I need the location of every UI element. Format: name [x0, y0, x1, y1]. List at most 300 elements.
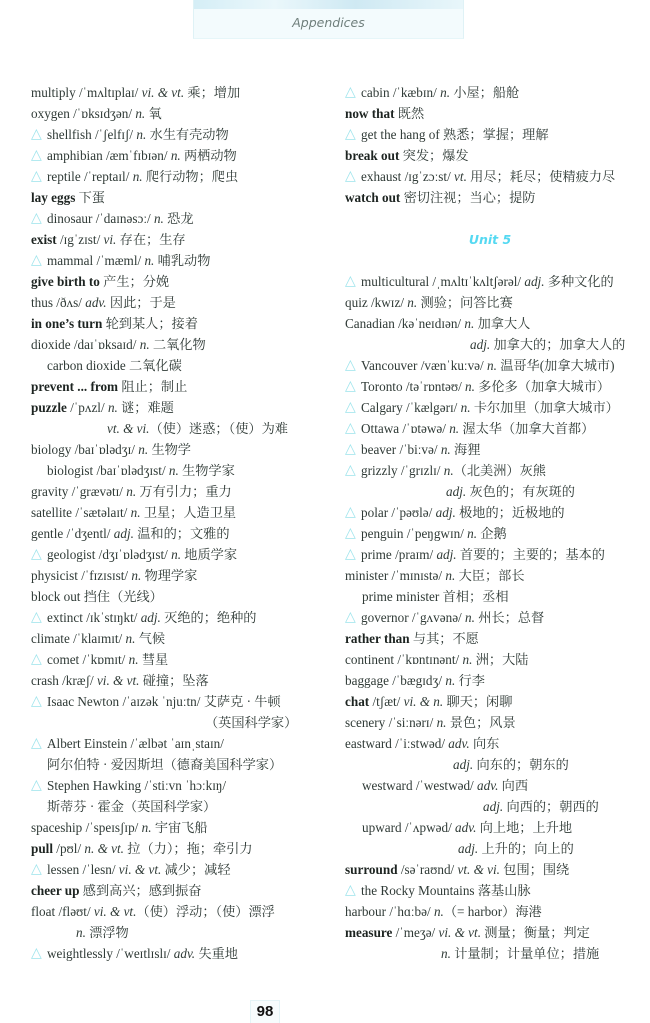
entry-headword: Albert Einstein — [47, 736, 128, 751]
entry-definition: 密切注视；当心；提防 — [400, 190, 536, 205]
entry-phonetic: /æmˈfɪbɪən/ — [102, 148, 171, 163]
entry-headword: Canadian — [345, 316, 395, 331]
entry-text — [47, 169, 238, 184]
entry-definition: 极地的；近极地的 — [455, 505, 565, 520]
triangle-marker-icon: △ — [31, 609, 42, 625]
entry-headword: reptile — [47, 169, 81, 184]
entry-phonetic: /ˈpʌzl/ — [66, 400, 108, 415]
entry-definition: 下蛋 — [75, 190, 105, 205]
entry-definition: 生物学家 — [178, 463, 235, 478]
triangle-marker-icon: △ — [31, 945, 42, 961]
triangle-marker-icon: △ — [345, 357, 356, 373]
entry-definition: 渥太华（加拿大首都） — [459, 421, 595, 436]
glossary-entry — [31, 607, 256, 628]
entry-part-of-speech: vi. & vt. — [118, 862, 162, 877]
glossary-entry — [345, 880, 531, 901]
glossary-entry — [345, 82, 519, 103]
entry-definition: 哺乳动物 — [154, 253, 211, 268]
glossary-entry — [31, 775, 226, 796]
entry-definition: 物理学家 — [141, 568, 198, 583]
entry-definition: 万有引力；重力 — [136, 484, 232, 499]
entry-part-of-speech: n. — [126, 484, 137, 499]
entry-text — [31, 589, 163, 604]
entry-phonetic: /kræʃ/ — [58, 673, 97, 688]
entry-text — [361, 127, 549, 142]
triangle-marker-icon: △ — [345, 378, 356, 394]
entry-phonetic: /ˈgrævətɪ/ — [68, 484, 127, 499]
entry-definition: 首相；丞相 — [439, 589, 509, 604]
triangle-marker-icon: △ — [31, 777, 42, 793]
glossary-entry — [345, 859, 569, 880]
entry-text — [361, 883, 531, 898]
entry-part-of-speech: n. — [445, 568, 456, 583]
entry-definition: 宇宙飞船 — [151, 820, 208, 835]
entry-text — [47, 463, 235, 478]
entry-part-of-speech: n. — [462, 652, 473, 667]
entry-phonetic: /ˈweɪtlɪslɪ/ — [112, 946, 174, 961]
glossary-entry — [345, 460, 546, 481]
entry-phonetic: /səˈraʊnd/ — [397, 862, 458, 877]
entry-text — [31, 841, 253, 856]
entry-phonetic: /kwɪz/ — [367, 295, 408, 310]
entry-phonetic: /ˈsætəlaɪt/ — [72, 505, 131, 520]
triangle-marker-icon: △ — [31, 252, 42, 268]
entry-phonetic: /ˈbægɪdʒ/ — [388, 673, 446, 688]
entry-text — [345, 190, 536, 205]
entry-part-of-speech: adv. — [173, 946, 196, 961]
entry-part-of-speech: n. — [464, 316, 475, 331]
entry-text — [31, 526, 230, 541]
entry-text — [345, 148, 469, 163]
entry-phonetic: /ˈʃelfɪʃ/ — [91, 127, 137, 142]
glossary-entry — [345, 796, 599, 817]
entry-text — [31, 484, 232, 499]
glossary-entry — [31, 901, 275, 922]
entry-headword: Isaac Newton — [47, 694, 120, 709]
entry-text — [31, 820, 208, 835]
entry-definition: （= harbor）海港 — [443, 904, 542, 919]
entry-headword: Calgary — [361, 400, 403, 415]
glossary-entry — [31, 145, 237, 166]
entry-definition: 阿尔伯特 · 爱因斯坦（德裔美国科学家） — [47, 757, 283, 772]
entry-text — [345, 862, 569, 877]
triangle-marker-icon: △ — [31, 693, 42, 709]
entry-text — [47, 358, 182, 373]
entry-headword: gravity — [31, 484, 69, 499]
entry-definition: 恐龙 — [163, 211, 194, 226]
entry-part-of-speech: n. — [487, 358, 497, 373]
entry-text — [345, 106, 424, 121]
entry-headword: governor — [361, 610, 409, 625]
entry-text — [31, 85, 240, 100]
glossary-entry — [31, 523, 230, 544]
glossary-entry — [345, 838, 574, 859]
entry-phonetic: /ˈkælgərɪ/ — [402, 400, 461, 415]
entry-definition: 灭绝的；绝种的 — [160, 610, 257, 625]
entry-part-of-speech: vi. & vt. — [141, 85, 185, 100]
entry-text — [441, 946, 599, 961]
entry-text — [31, 505, 236, 520]
entry-definition: （英国科学家） — [205, 715, 298, 730]
entry-headword: break out — [345, 148, 400, 163]
entry-headword: beaver — [361, 442, 397, 457]
glossary-entry — [31, 229, 186, 250]
entry-part-of-speech: n. — [144, 253, 155, 268]
entry-headword: spaceship — [31, 820, 83, 835]
entry-headword: cheer up — [31, 883, 80, 898]
entry-part-of-speech: adj. — [436, 547, 457, 562]
entry-part-of-speech: n. — [132, 169, 143, 184]
glossary-entry — [345, 334, 625, 355]
entry-phonetic: /ðʌs/ — [52, 295, 86, 310]
entry-text — [47, 652, 168, 667]
triangle-marker-icon: △ — [345, 84, 356, 100]
entry-text — [361, 85, 519, 100]
glossary-entry — [31, 859, 231, 880]
entry-definition: 小屋；船舱 — [450, 85, 520, 100]
triangle-marker-icon: △ — [345, 168, 356, 184]
entry-part-of-speech: n. — [107, 400, 118, 415]
entry-part-of-speech: n. — [131, 568, 142, 583]
entry-text — [361, 169, 615, 184]
entry-headword: in one’s turn — [31, 316, 103, 331]
entry-headword: dinosaur — [47, 211, 93, 226]
glossary-entry — [345, 817, 572, 838]
entry-headword: exist — [31, 232, 57, 247]
entry-definition: 上升的；向上的 — [478, 841, 574, 856]
entry-text — [362, 778, 528, 793]
triangle-marker-icon: △ — [345, 420, 356, 436]
entry-definition: 既然 — [394, 106, 425, 121]
entry-phonetic: /təˈrɒntəʊ/ — [402, 379, 466, 394]
glossary-entry — [345, 523, 507, 544]
entry-phonetic: /ˈwestwəd/ — [412, 778, 478, 793]
glossary-entry — [31, 565, 197, 586]
entry-definition: 熟悉；掌握；理解 — [439, 127, 549, 142]
entry-definition: 行李 — [455, 673, 485, 688]
entry-part-of-speech: n. — [407, 295, 418, 310]
entry-headword: Vancouver — [361, 358, 418, 373]
glossary-entry — [345, 754, 569, 775]
triangle-marker-icon: △ — [345, 609, 356, 625]
entry-definition: 斯蒂芬 · 霍金（英国科学家） — [47, 799, 217, 814]
triangle-marker-icon: △ — [31, 861, 42, 877]
glossary-entry — [345, 586, 509, 607]
triangle-marker-icon: △ — [31, 546, 42, 562]
entry-definition: （使）迷惑；（使）为难 — [149, 421, 288, 436]
entry-definition: 向东 — [469, 736, 500, 751]
unit-heading: Unit 5 — [468, 232, 512, 247]
page-header — [193, 0, 464, 39]
entry-definition: 向西 — [498, 778, 529, 793]
entry-headword: pull — [31, 841, 53, 856]
entry-definition: 气候 — [135, 631, 166, 646]
glossary-entry — [345, 649, 528, 670]
triangle-marker-icon: △ — [31, 651, 42, 667]
glossary-entry — [345, 439, 480, 460]
entry-headword: polar — [361, 505, 389, 520]
entry-phonetic: /ˈbiːvə/ — [396, 442, 441, 457]
entry-text — [47, 799, 216, 814]
entry-phonetic: /ˈlesn/ — [79, 862, 119, 877]
entry-text — [345, 694, 512, 709]
entry-definition: （北美洲）灰熊 — [453, 463, 546, 478]
entry-phonetic: /ˈɒksɪdʒən/ — [69, 106, 136, 121]
entry-part-of-speech: adv. — [455, 820, 477, 835]
entry-phonetic: /daɪˈɒksaɪd/ — [70, 337, 140, 352]
entry-part-of-speech: n. — [436, 715, 447, 730]
glossary-entry — [345, 145, 469, 166]
entry-definition: 洲；大陆 — [472, 652, 529, 667]
entry-text — [31, 232, 186, 247]
entry-part-of-speech: n. — [76, 925, 86, 940]
glossary-entry — [31, 418, 288, 439]
entry-text — [31, 631, 165, 646]
entry-headword: dioxide — [31, 337, 71, 352]
glossary-entry — [31, 586, 163, 607]
entry-definition: 测验；问答比赛 — [417, 295, 513, 310]
entry-text — [345, 652, 528, 667]
entry-phonetic: /ˈfɪzɪsɪst/ — [77, 568, 132, 583]
entry-phonetic: /dʒɪˈɒlədʒɪst/ — [95, 547, 172, 562]
entry-text — [47, 547, 237, 562]
glossary-entry — [31, 124, 229, 145]
entry-text — [47, 610, 256, 625]
entry-part-of-speech: n. — [168, 463, 179, 478]
entry-part-of-speech: vt. & vi. — [457, 862, 500, 877]
glossary-entry — [345, 271, 614, 292]
entry-text — [31, 106, 162, 121]
entry-phonetic: /ˈkɒntɪnənt/ — [394, 652, 463, 667]
entry-text — [361, 547, 605, 562]
entry-headword: grizzly — [361, 463, 398, 478]
entry-definition: 包围；围绕 — [499, 862, 570, 877]
glossary-entry — [345, 313, 530, 334]
entry-definition: 多伦多（加拿大城市） — [474, 379, 611, 394]
entry-text — [31, 883, 201, 898]
entry-text — [31, 337, 206, 352]
entry-definition: 氧 — [145, 106, 162, 121]
entry-definition: 乘；增加 — [184, 85, 241, 100]
entry-headword: amphibian — [47, 148, 103, 163]
triangle-marker-icon: △ — [345, 462, 356, 478]
glossary-entry — [345, 712, 516, 733]
entry-headword: measure — [345, 925, 393, 940]
entry-phonetic: /ˈpeŋgwɪn/ — [403, 526, 468, 541]
entry-phonetic: /baɪˈɒlədʒɪ/ — [71, 442, 139, 457]
entry-part-of-speech: n. — [125, 631, 136, 646]
entry-headword: physicist — [31, 568, 78, 583]
entry-phonetic: /ˈgʌvənə/ — [408, 610, 466, 625]
entry-text — [345, 568, 525, 583]
entry-part-of-speech: n. — [449, 421, 460, 436]
entry-phonetic: /ˈhɑːbə/ — [386, 904, 434, 919]
page-number: 98 — [250, 1000, 280, 1023]
entry-phonetic: /pʊl/ — [53, 841, 85, 856]
entry-text — [31, 904, 275, 919]
entry-phonetic: /ˈreptaɪl/ — [80, 169, 133, 184]
entry-definition: 温哥华(加拿大城市) — [496, 358, 615, 373]
glossary-entry — [345, 124, 549, 145]
entry-definition: 向东的；朝东的 — [473, 757, 569, 772]
entry-text — [345, 715, 516, 730]
glossary-entry — [31, 943, 238, 964]
entry-headword: harbour — [345, 904, 387, 919]
entry-part-of-speech: adj. — [113, 526, 134, 541]
entry-headword: multicultural — [361, 274, 430, 289]
entry-part-of-speech: n. — [467, 526, 478, 541]
entry-text — [31, 568, 197, 583]
entry-definition: 彗星 — [138, 652, 169, 667]
entry-definition: 景色；风景 — [446, 715, 516, 730]
entry-text — [76, 925, 129, 940]
glossary-entry — [31, 481, 232, 502]
entry-text — [205, 715, 297, 730]
entry-phonetic: /fləʊt/ — [55, 904, 94, 919]
entry-headword: lessen — [47, 862, 80, 877]
entry-headword: scenery — [345, 715, 386, 730]
glossary-entry — [31, 754, 282, 775]
glossary-entry — [31, 691, 281, 712]
glossary-entry — [345, 544, 605, 565]
entry-definition: 轮到某人；接着 — [102, 316, 198, 331]
entry-headword: oxygen — [31, 106, 70, 121]
entry-definition: 谜；难题 — [117, 400, 174, 415]
entry-part-of-speech: n. — [465, 379, 475, 394]
entry-headword: penguin — [361, 526, 404, 541]
glossary-entry — [31, 502, 236, 523]
entry-definition: 两栖动物 — [180, 148, 237, 163]
entry-phonetic: /ˈkæbɪn/ — [389, 85, 441, 100]
triangle-marker-icon: △ — [31, 168, 42, 184]
entry-definition: 存在；生存 — [116, 232, 186, 247]
entry-headword: westward — [362, 778, 413, 793]
entry-text — [345, 631, 479, 646]
entry-part-of-speech: adv. — [448, 736, 470, 751]
entry-definition: 水生有壳动物 — [146, 127, 229, 142]
entry-definition: 突发；爆发 — [399, 148, 469, 163]
entry-phonetic: /ˈsiːnərɪ/ — [385, 715, 437, 730]
triangle-marker-icon: △ — [31, 126, 42, 142]
glossary-entry — [31, 796, 216, 817]
entry-definition: （使）浮动；（使）漂浮 — [136, 904, 275, 919]
entry-text — [31, 316, 198, 331]
glossary-entry — [31, 649, 168, 670]
entry-definition: 二氧化物 — [149, 337, 206, 352]
entry-phonetic: /ˈʌpwəd/ — [401, 820, 456, 835]
entry-part-of-speech: n. — [433, 904, 444, 919]
entry-definition: 二氧化碳 — [125, 358, 182, 373]
entry-phonetic: /ˈgrɪzlɪ/ — [397, 463, 444, 478]
entry-text — [361, 421, 594, 436]
triangle-marker-icon: △ — [345, 441, 356, 457]
glossary-entry — [31, 271, 169, 292]
entry-headword: get the hang of — [361, 127, 440, 142]
glossary-entry — [345, 607, 544, 628]
entry-text — [47, 253, 210, 268]
entry-headword: prime — [361, 547, 392, 562]
entry-part-of-speech: adj. — [435, 505, 456, 520]
glossary-entry — [345, 733, 499, 754]
entry-definition: 卫星；人造卫星 — [140, 505, 237, 520]
entry-part-of-speech: vi. & n. — [403, 694, 444, 709]
entry-part-of-speech: vt. & vi. — [107, 421, 150, 436]
entry-part-of-speech: adv. — [85, 295, 107, 310]
entry-headword: minister — [345, 568, 389, 583]
entry-definition: 加拿大的；加拿大人的 — [490, 337, 626, 352]
entry-phonetic: /vænˈkuːvə/ — [417, 358, 487, 373]
glossary-entry — [31, 250, 210, 271]
entry-phonetic: /ˈmeʒə/ — [392, 925, 439, 940]
entry-definition: 挡住（光线） — [80, 589, 163, 604]
triangle-marker-icon: △ — [345, 882, 356, 898]
entry-phonetic: /ˈdaɪnəsɔː/ — [92, 211, 154, 226]
entry-text — [47, 862, 231, 877]
entry-headword: comet — [47, 652, 80, 667]
entry-headword: extinct — [47, 610, 83, 625]
entry-headword: crash — [31, 673, 59, 688]
entry-text — [361, 610, 544, 625]
entry-part-of-speech: adj. — [458, 841, 479, 856]
entry-headword: Ottawa — [361, 421, 400, 436]
glossary-entry — [31, 103, 162, 124]
entry-text — [31, 442, 191, 457]
entry-text — [47, 757, 282, 772]
glossary-entry — [31, 376, 187, 397]
entry-text — [47, 736, 224, 751]
triangle-marker-icon: △ — [345, 504, 356, 520]
entry-text — [31, 274, 169, 289]
entry-headword: cabin — [361, 85, 390, 100]
entry-phonetic: /ˈaɪzək ˈnjuːtn/ — [119, 694, 204, 709]
entry-headword: biology — [31, 442, 72, 457]
entry-part-of-speech: n. — [440, 85, 451, 100]
entry-text — [361, 400, 619, 415]
entry-definition: 与其；不愿 — [409, 631, 479, 646]
entry-definition: 生物学 — [148, 442, 191, 457]
header-decoration — [194, 0, 463, 9]
entry-headword: chat — [345, 694, 370, 709]
entry-headword: puzzle — [31, 400, 67, 415]
entry-text — [362, 589, 509, 604]
entry-part-of-speech: vi. & vt. — [93, 904, 137, 919]
entry-part-of-speech: n. — [130, 505, 141, 520]
entry-definition: 拉（力）；拖；牵引力 — [123, 841, 253, 856]
entry-definition: 爬行动物；爬虫 — [142, 169, 239, 184]
entry-headword: multiply — [31, 85, 76, 100]
entry-part-of-speech: n. — [128, 652, 139, 667]
entry-definition: 用尽；耗尽；使精疲力尽 — [466, 169, 616, 184]
entry-part-of-speech: vi. & vt. — [96, 673, 140, 688]
entry-text — [361, 442, 480, 457]
glossary-entry — [345, 628, 479, 649]
glossary-entry — [31, 670, 209, 691]
glossary-entry — [31, 817, 208, 838]
entry-text — [345, 316, 530, 331]
entry-phonetic: /ˈspeɪsʃɪp/ — [82, 820, 142, 835]
entry-phonetic: /ˈpəʊlə/ — [388, 505, 436, 520]
glossary-entry — [31, 922, 129, 943]
entry-headword: continent — [345, 652, 395, 667]
entry-text — [345, 925, 590, 940]
entry-definition: 产生；分娩 — [99, 274, 170, 289]
entry-part-of-speech: n. — [171, 547, 181, 562]
entry-definition: 州长；总督 — [474, 610, 545, 625]
glossary-entry — [31, 313, 198, 334]
entry-phonetic: /tʃæt/ — [369, 694, 404, 709]
glossary-entry — [31, 187, 105, 208]
glossary-entry — [345, 922, 590, 943]
